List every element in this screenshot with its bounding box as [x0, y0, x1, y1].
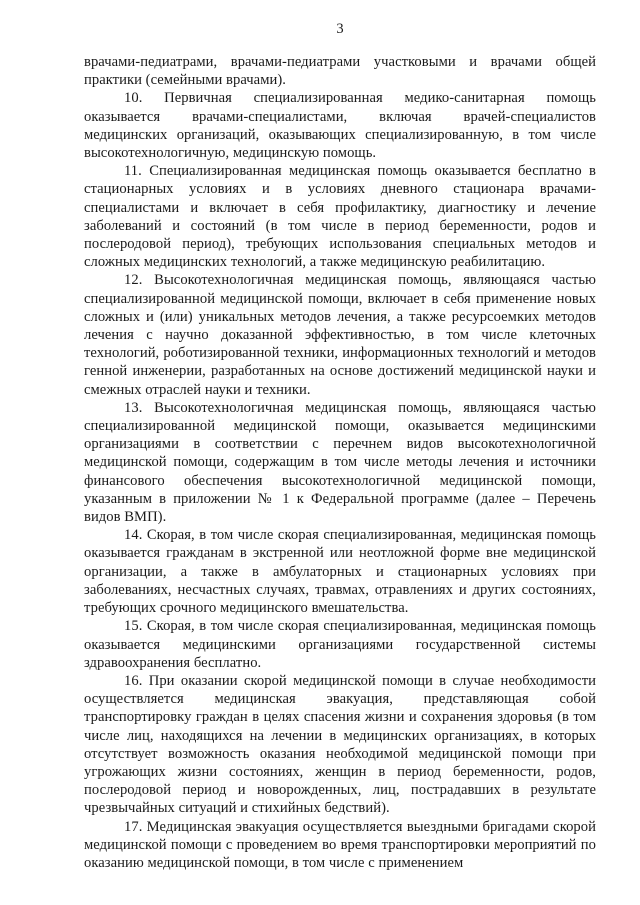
paragraph-12: 12. Высокотехнологичная медицинская помощь, являющаяся частью специализированной медицинской помощи, включает в себя применение новых сложных и (или) уникальных методов лечения, а также ресурсоемких методов лечения с научно доказанной эффективностью, в том числе клеточных технологий, роботизированной техники, информационных технологий и методов генной инженерии, разработанных на основе достижений медицинской науки и смежных отраслей науки и техники.: [84, 272, 596, 398]
paragraph-17: 17. Медицинская эвакуация осуществляется выездными бригадами скорой медицинской помощи с проведением во время транспортировки мероприятий по оказанию медицинской помощи, в том числе с применением: [84, 818, 596, 871]
paragraph-14: 14. Скорая, в том числе скорая специализированная, медицинская помощь оказывается гражданам в экстренной или неотложной форме вне медицинской организации, а также в амбулаторных и стационарных условиях при заболеваниях, несчастных случаях, травмах, отравлениях и других состояниях, требующих срочного медицинского вмешательства.: [84, 527, 596, 617]
paragraph-15: 15. Скорая, в том числе скорая специализированная, медицинская помощь оказывается медицинскими организациями государственной системы здравоохранения бесплатно.: [84, 618, 596, 671]
paragraph-10: 10. Первичная специализированная медико-санитарная помощь оказывается врачами-специалистами, включая врачей-специалистов медицинских организаций, оказывающих специализированную, в том числе высокотехнологичную, медицинскую помощь.: [84, 90, 596, 162]
paragraph-11: 11. Специализированная медицинская помощь оказывается бесплатно в стационарных условиях и в условиях дневного стационара врачами-специалистами и включает в себя профилактику, диагностику и лечение заболеваний и состояний (в том числе в период беременности, родов и послеродовой период), требующих использования специальных методов и сложных медицинских технологий, а также медицинскую реабилитацию.: [84, 163, 596, 271]
paragraph-16: 16. При оказании скорой медицинской помощи в случае необходимости осуществляется медицинская эвакуация, представляющая собой транспортировку граждан в целях спасения жизни и сохранения здоровья (в том числе лиц, находящихся на лечении в медицинских организациях, в которых отсутствует возможность оказания необходимой медицинской помощи при угрожающих жизни состояниях, женщин в период беременности, родов, послеродовой период и новорожденных, лиц, пострадавших в результате чрезвычайных ситуаций и стихийных бедствий).: [84, 672, 596, 817]
paragraph-13: 13. Высокотехнологичная медицинская помощь, являющаяся частью специализированной медицинской помощи, оказывается медицинскими организациями в соответствии с перечнем видов высокотехнологичной медицинской помощи, содержащим в том числе методы лечения и источники финансового обеспечения высокотехнологичной медицинской помощи, указанным в приложении № 1 к Федеральной программе (далее – Перечень видов ВМП).: [84, 399, 596, 526]
page-number: 3: [336, 21, 344, 37]
paragraph-continuation: врачами-педиатрами, врачами-педиатрами участковыми и врачами общей практики (семейными врачами).: [84, 54, 596, 89]
